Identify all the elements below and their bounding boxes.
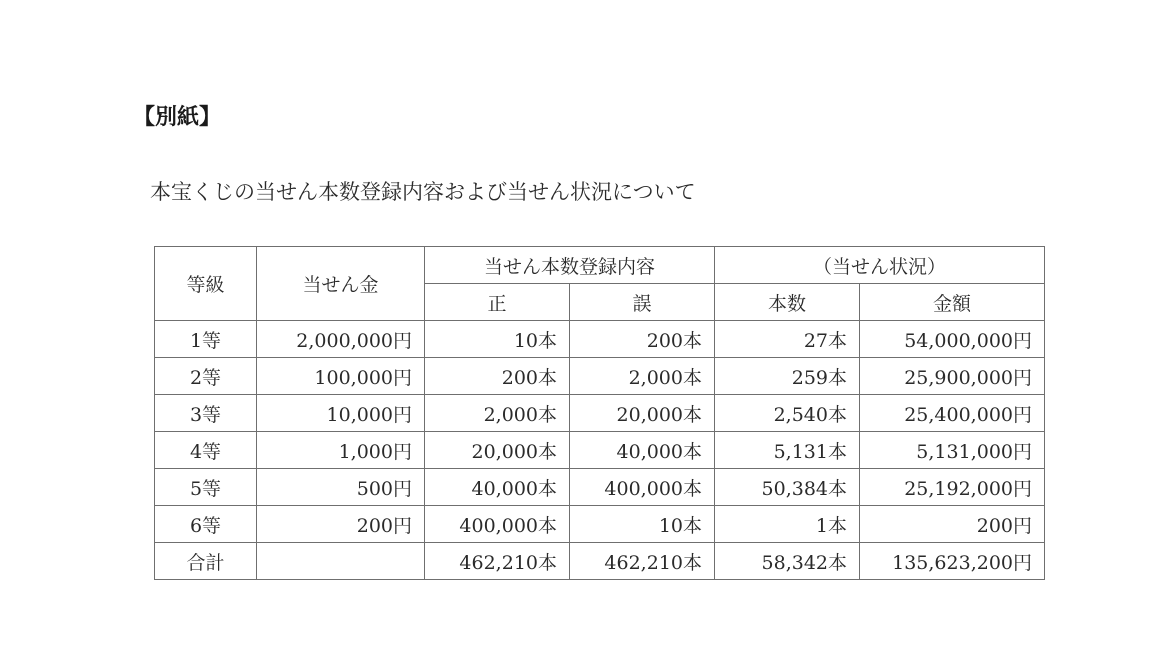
cell-wrong: 10本 [570,506,715,543]
cell-count: 1本 [715,506,860,543]
document-heading: 【別紙】 [133,105,222,130]
table-row [155,395,1045,432]
cell-wrong: 20,000本 [570,395,715,432]
header-registration: 当せん本数登録内容 [425,247,715,284]
cell-grade: 2等 [155,358,257,395]
cell-amount: 200円 [860,506,1045,543]
lottery-results-table [154,246,1045,580]
cell-correct: 200本 [425,358,570,395]
table-row [155,469,1045,506]
header-amount: 金額 [860,284,1045,321]
table-row [155,321,1045,358]
header-prize: 当せん金 [257,247,425,321]
cell-count: 5,131本 [715,432,860,469]
header-grade: 等級 [155,247,257,321]
cell-amount: 25,400,000円 [860,395,1045,432]
cell-correct: 40,000本 [425,469,570,506]
cell-correct: 10本 [425,321,570,358]
document-title: 本宝くじの当せん本数登録内容および当せん状況について [150,180,696,204]
cell-grade: 1等 [155,321,257,358]
cell-count: 50,384本 [715,469,860,506]
table-row [155,358,1045,395]
cell-correct: 20,000本 [425,432,570,469]
cell-grade: 3等 [155,395,257,432]
cell-wrong: 400,000本 [570,469,715,506]
cell-total-count: 58,342本 [715,543,860,580]
cell-amount: 25,900,000円 [860,358,1045,395]
cell-prize [257,543,425,580]
cell-prize: 200円 [257,506,425,543]
cell-correct: 2,000本 [425,395,570,432]
cell-total-wrong: 462,210本 [570,543,715,580]
table-row [155,506,1045,543]
cell-wrong: 40,000本 [570,432,715,469]
header-correct: 正 [425,284,570,321]
cell-amount: 25,192,000円 [860,469,1045,506]
header-status: （当せん状況） [715,247,1045,284]
cell-count: 2,540本 [715,395,860,432]
cell-prize: 2,000,000円 [257,321,425,358]
table-total-row [155,543,1045,580]
cell-total-label: 合計 [155,543,257,580]
cell-wrong: 200本 [570,321,715,358]
cell-prize: 100,000円 [257,358,425,395]
cell-amount: 54,000,000円 [860,321,1045,358]
cell-count: 259本 [715,358,860,395]
cell-grade: 5等 [155,469,257,506]
cell-prize: 10,000円 [257,395,425,432]
cell-amount: 5,131,000円 [860,432,1045,469]
cell-total-amount: 135,623,200円 [860,543,1045,580]
cell-grade: 6等 [155,506,257,543]
cell-count: 27本 [715,321,860,358]
cell-wrong: 2,000本 [570,358,715,395]
cell-prize: 500円 [257,469,425,506]
header-wrong: 誤 [570,284,715,321]
header-count: 本数 [715,284,860,321]
cell-grade: 4等 [155,432,257,469]
cell-total-correct: 462,210本 [425,543,570,580]
cell-correct: 400,000本 [425,506,570,543]
cell-prize: 1,000円 [257,432,425,469]
table-header-row [155,247,1045,284]
table-row [155,432,1045,469]
